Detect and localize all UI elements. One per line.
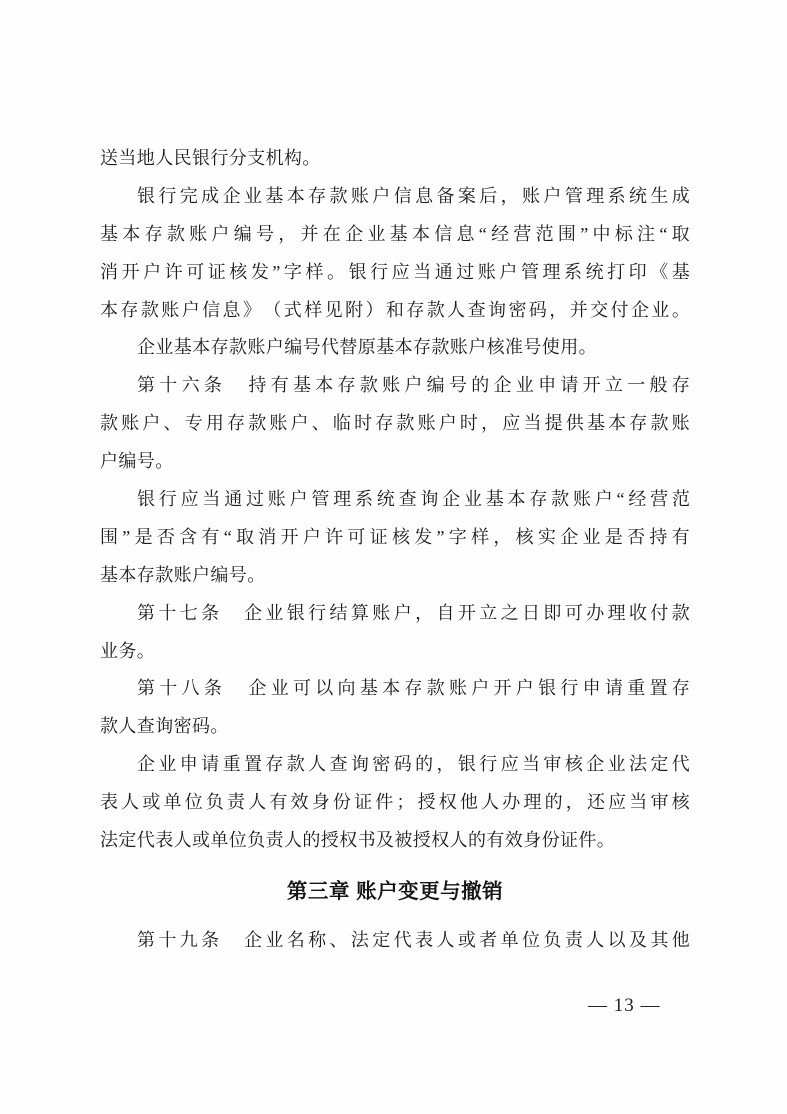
text-line: 基 本 存 款 账 户 编 号 ， 并 在 企 业 基 本 信 息 “ 经 营 范 围 ” 中 标 注 “ 取	[100, 223, 690, 244]
text-line: 企业基本存款账户编号代替原基本存款账户核准号使用。	[137, 337, 597, 358]
text-line: 本 存 款 账 户 信 息 》 （ 式 样 见 附 ） 和 存 款 人 查 询 密 码 ， 并 交 付 企 业 。	[100, 299, 690, 320]
text-line: 第 十 八 条 企 业 可 以 向 基 本 存 款 账 户 开 户 银 行 申 请 重 置 存	[137, 678, 690, 699]
body-top	[100, 140, 690, 860]
text-line: 消 开 户 许 可 证 核 发 ” 字 样 。 银 行 应 当 通 过 账 户 管 理 系 统 打 印 《 基	[100, 261, 690, 282]
text-line: 款 账 户 、 专 用 存 款 账 户 、 临 时 存 款 账 户 时 ， 应 当 提 供 基 本 存 款 账	[100, 413, 690, 434]
text-line: 户编号。	[100, 451, 174, 472]
text-line: 第 十 七 条 企 业 银 行 结 算 账 户 ， 自 开 立 之 日 即 可 办 理 收 付 款	[137, 602, 690, 623]
page-number: — 13 —	[588, 995, 661, 1016]
text-line: 送当地人民银行分支机构。	[100, 148, 321, 168]
text-line: 银 行 完 成 企 业 基 本 存 款 账 户 信 息 备 案 后 ， 账 户 管 理 系 统 生 成	[137, 185, 690, 206]
text-line: 基本存款账户编号。	[100, 564, 266, 585]
chapter-heading: 第三章 账户变更与撤销	[286, 879, 504, 903]
text-block	[100, 140, 690, 960]
text-line: 法定代表人或单位负责人的授权书及被授权人的有效身份证件。	[100, 830, 616, 851]
text-line: 款人查询密码。	[100, 716, 229, 737]
text-line: 围 ” 是 否 含 有 “ 取 消 开 户 许 可 证 核 发 ” 字 样 ， 核 实 企 业 是 否 持 有	[100, 526, 690, 547]
text-line: 银 行 应 当 通 过 账 户 管 理 系 统 查 询 企 业 基 本 存 款 账 户 “ 经 营 范	[137, 489, 690, 510]
text-line: 第 十 六 条 持 有 基 本 存 款 账 户 编 号 的 企 业 申 请 开 立 一 般 存	[137, 375, 690, 396]
text-line: 第 十 九 条 企 业 名 称 、 法 定 代 表 人 或 者 单 位 负 责 人 以 及 其 他	[137, 929, 690, 950]
text-line: 企 业 申 请 重 置 存 款 人 查 询 密 码 的 ， 银 行 应 当 审 核 企 业 法 定 代	[137, 754, 690, 775]
text-line: 表 人 或 单 位 负 责 人 有 效 身 份 证 件 ； 授 权 他 人 办 理 的 ， 还 应 当 审 核	[100, 792, 690, 813]
body-bottom	[100, 922, 690, 960]
text-line: 业务。	[100, 640, 156, 661]
